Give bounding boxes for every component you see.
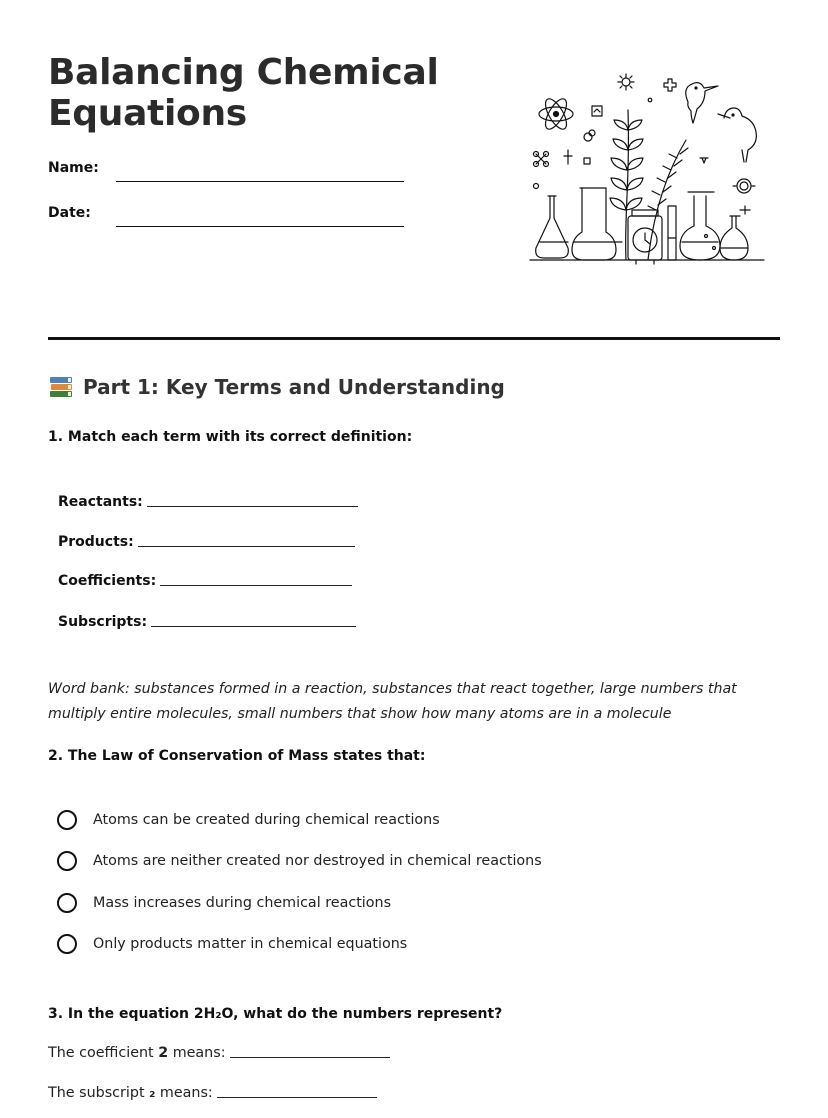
- subscript-suffix: means:: [155, 1085, 213, 1101]
- radio-button[interactable]: [57, 934, 77, 954]
- answer-blank[interactable]: [160, 585, 352, 586]
- option-3[interactable]: [57, 893, 391, 913]
- term-label: Reactants:: [58, 494, 143, 510]
- radio-button[interactable]: [57, 851, 77, 871]
- option-label: Only products matter in chemical equations: [93, 936, 408, 952]
- radio-button[interactable]: [57, 810, 77, 830]
- small-flask-icon: [720, 216, 748, 260]
- name-line: [116, 181, 404, 182]
- chemistry-lab-illustration: [528, 70, 768, 266]
- subscript-line: [48, 1085, 377, 1101]
- molecule-icon: [534, 152, 549, 167]
- date-label: Date:: [48, 205, 91, 221]
- date-line: [116, 226, 404, 227]
- atom-icon: [539, 96, 573, 132]
- tall-tube-icon: [668, 206, 676, 260]
- coefficient-suffix: means:: [168, 1045, 226, 1061]
- worksheet-title: Balancing Chemical Equations: [48, 52, 439, 134]
- answer-blank[interactable]: [138, 546, 355, 547]
- clock-icon: [628, 210, 662, 264]
- term-subscripts: [58, 614, 356, 630]
- answer-blank[interactable]: [217, 1097, 377, 1098]
- answer-blank[interactable]: [147, 506, 358, 507]
- part1-heading: [48, 375, 505, 399]
- term-label: Products:: [58, 534, 134, 550]
- question-2-prompt: 2. The Law of Conservation of Mass states that:: [48, 748, 426, 764]
- section-divider: [48, 337, 780, 340]
- part1-heading-text: Part 1: Key Terms and Understanding: [83, 375, 505, 399]
- subscript-prefix: The subscript: [48, 1085, 150, 1101]
- name-label: Name:: [48, 160, 99, 176]
- question-3-prompt: 3. In the equation 2H₂O, what do the numbers represent?: [48, 1006, 503, 1022]
- answer-blank[interactable]: [151, 626, 356, 627]
- term-coefficients: [58, 573, 352, 589]
- term-products: [58, 534, 355, 550]
- term-label: Subscripts:: [58, 614, 148, 630]
- coefficient-line: [48, 1045, 390, 1061]
- radio-button[interactable]: [57, 893, 77, 913]
- option-1[interactable]: [57, 810, 440, 830]
- word-bank: Word bank: substances formed in a reaction, substances that react together, large numbers that multiply entire molecules, small numbers that show how many atoms are in a molecule: [48, 681, 737, 722]
- question-1-prompt: 1. Match each term with its correct definition:: [48, 429, 413, 445]
- option-2[interactable]: [57, 851, 542, 871]
- books-icon: [48, 375, 74, 399]
- coefficient-prefix: The coefficient: [48, 1045, 159, 1061]
- term-reactants: [58, 494, 358, 510]
- option-4[interactable]: [57, 934, 407, 954]
- coefficient-value: 2: [158, 1045, 169, 1061]
- answer-blank[interactable]: [230, 1057, 390, 1058]
- subscript-value: ₂: [149, 1085, 156, 1101]
- option-label: Atoms can be created during chemical reactions: [93, 812, 440, 828]
- term-label: Coefficients:: [58, 573, 157, 589]
- flask-icon: [536, 196, 569, 258]
- option-label: Mass increases during chemical reactions: [93, 895, 392, 911]
- round-flask-icon: [680, 192, 720, 260]
- option-label: Atoms are neither created nor destroyed in chemical reactions: [93, 853, 542, 869]
